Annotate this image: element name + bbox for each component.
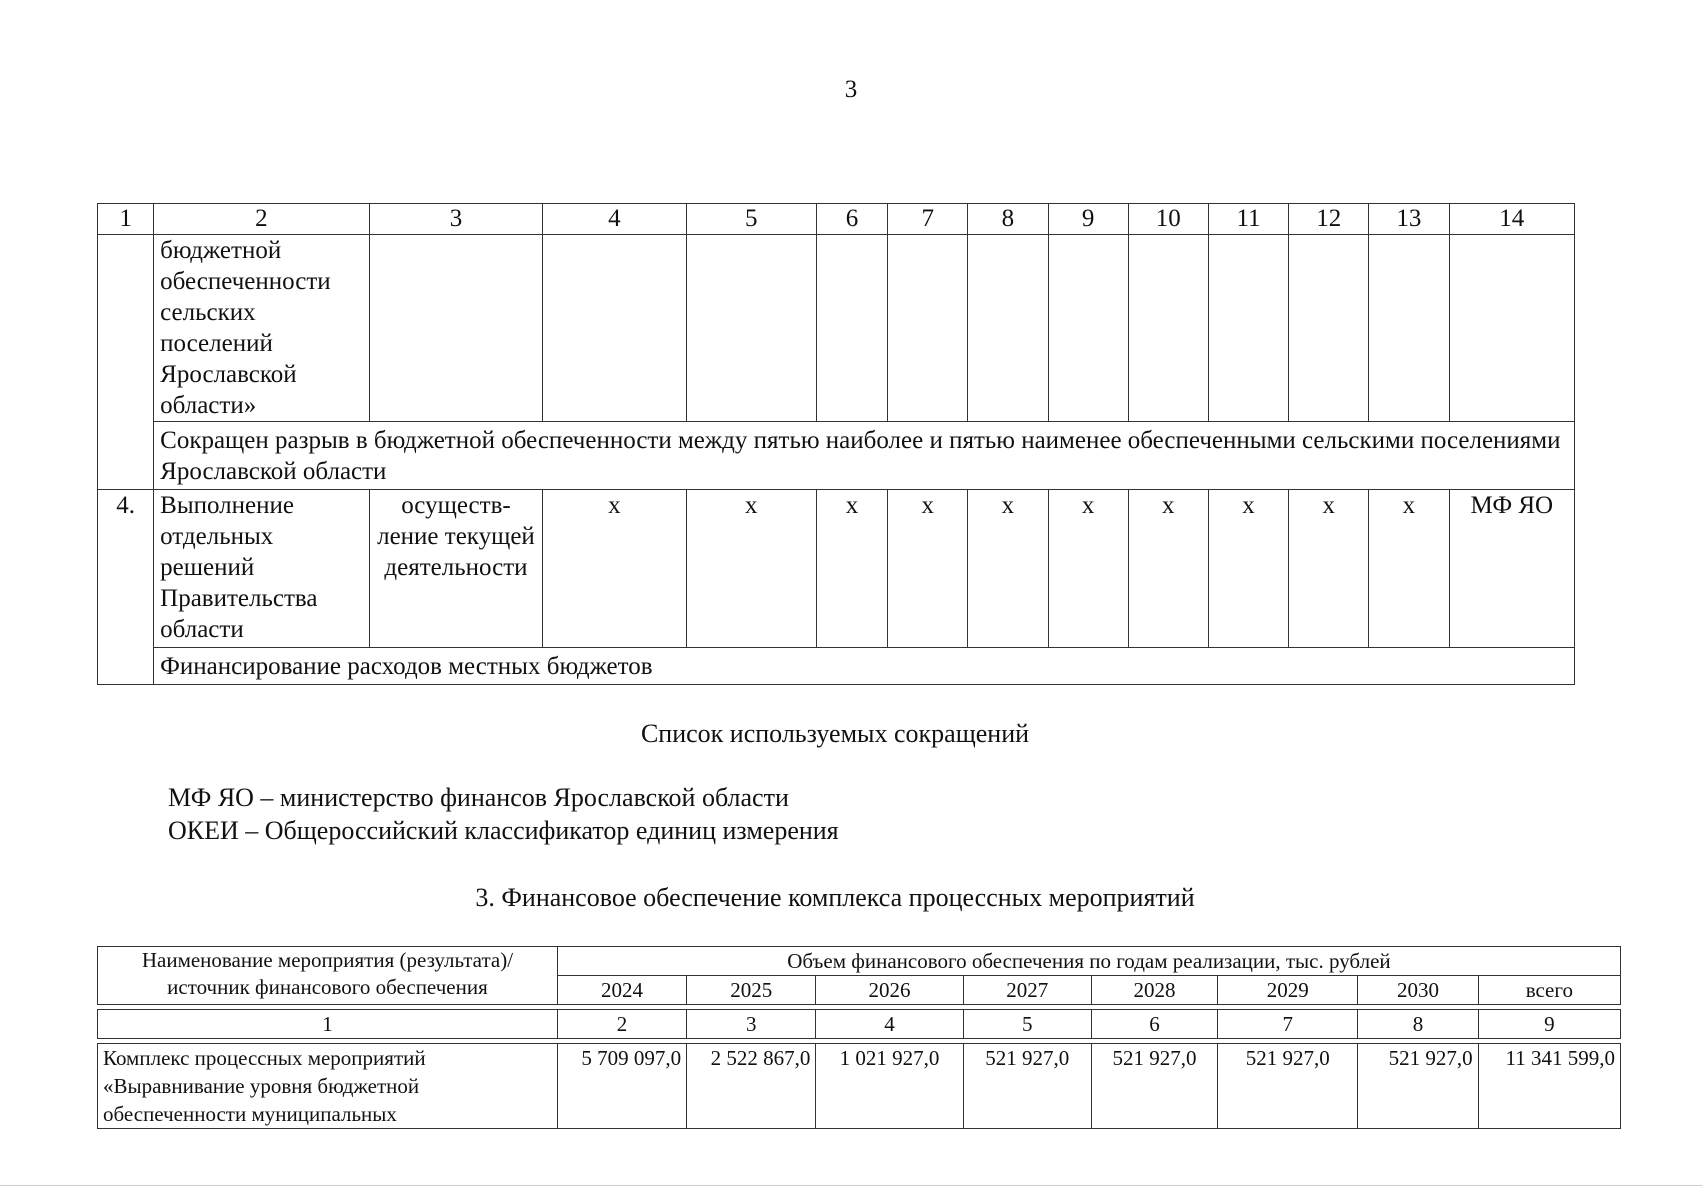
column-header: 3: [369, 204, 542, 235]
mark-cell: х: [686, 490, 816, 648]
num-cell: [98, 235, 154, 490]
activity-type-cell: осуществ-ление текущей деятельности: [369, 490, 542, 648]
amount-cell: 521 927,0: [963, 1044, 1091, 1129]
column-number: 8: [1358, 1010, 1478, 1039]
table-header-row: [98, 204, 1575, 235]
abbreviation-item: МФ ЯО – министерство финансов Ярославской области: [168, 783, 789, 812]
year-header: 2025: [687, 976, 816, 1005]
mark-cell: х: [1048, 490, 1128, 648]
name-header: Наименование мероприятия (результата)/ источник финансового обеспечения: [98, 947, 558, 1005]
finance-header-row: [98, 947, 1621, 976]
table-row: [98, 235, 1575, 422]
column-header: 4: [543, 204, 686, 235]
finance-table: [97, 946, 1621, 1129]
row-number: 4.: [98, 490, 154, 685]
column-header: 2: [154, 204, 370, 235]
amount-cell: 5 709 097,0: [557, 1044, 686, 1129]
column-header: 11: [1208, 204, 1288, 235]
year-header: 2030: [1358, 976, 1478, 1005]
column-number: 6: [1091, 1010, 1217, 1039]
year-header: 2027: [963, 976, 1091, 1005]
year-header: 2028: [1091, 976, 1217, 1005]
result-text: Сокращен разрыв в бюджетной обеспеченности между пятью наиболее и пятью наименее обеспеченными сельскими поселениями Ярославской области: [154, 422, 1575, 490]
mark-cell: х: [968, 490, 1048, 648]
responsible-cell: МФ ЯО: [1449, 490, 1574, 648]
amount-cell: 521 927,0: [1358, 1044, 1478, 1129]
activity-name-cell: Выполнение отдельных решений Правительства области: [154, 490, 370, 648]
column-number: 4: [816, 1010, 963, 1039]
abbreviations-title: Список используемых сокращений: [640, 719, 1030, 748]
table-row: [98, 490, 1575, 648]
activities-table: [97, 203, 1575, 685]
mark-cell: х: [888, 490, 968, 648]
mark-cell: х: [543, 490, 686, 648]
column-header: 7: [888, 204, 968, 235]
column-number: 9: [1478, 1010, 1620, 1039]
column-number: 1: [98, 1010, 558, 1039]
amount-cell: 2 522 867,0: [687, 1044, 816, 1129]
column-header: 5: [686, 204, 816, 235]
column-number: 3: [687, 1010, 816, 1039]
column-header: 12: [1289, 204, 1369, 235]
year-header: 2024: [557, 976, 686, 1005]
volume-header: Объем финансового обеспечения по годам реализации, тыс. рублей: [557, 947, 1620, 976]
amount-cell: 521 927,0: [1091, 1044, 1217, 1129]
amount-cell: 521 927,0: [1218, 1044, 1358, 1129]
year-header: всего: [1478, 976, 1620, 1005]
column-number: 5: [963, 1010, 1091, 1039]
column-number: 2: [557, 1010, 686, 1039]
column-header: 6: [816, 204, 887, 235]
finance-section-title: 3. Финансовое обеспечение комплекса процессных мероприятий: [475, 883, 1195, 912]
year-header: 2026: [816, 976, 963, 1005]
activity-name-cell: бюджетной обеспеченности сельских поселений Ярославской области»: [154, 235, 370, 422]
measure-name: Комплекс процессных мероприятий «Выравнивание уровня бюджетной обеспеченности муниципальных: [98, 1044, 558, 1129]
mark-cell: х: [1369, 490, 1449, 648]
year-header: 2029: [1218, 976, 1358, 1005]
page-edge-divider: [0, 1185, 1702, 1186]
page-number: 3: [844, 76, 858, 103]
abbreviation-item: ОКЕИ – Общероссийский классификатор единиц измерения: [168, 816, 839, 845]
column-header: 1: [98, 204, 154, 235]
mark-cell: х: [1128, 490, 1208, 648]
column-header: 9: [1048, 204, 1128, 235]
column-header: 10: [1128, 204, 1208, 235]
amount-cell: 1 021 927,0: [816, 1044, 963, 1129]
mark-cell: х: [1208, 490, 1288, 648]
column-header: 8: [968, 204, 1048, 235]
column-header: 13: [1369, 204, 1449, 235]
result-row: [98, 422, 1575, 490]
result-text: Финансирование расходов местных бюджетов: [154, 648, 1575, 685]
column-number: 7: [1218, 1010, 1358, 1039]
column-header: 14: [1449, 204, 1574, 235]
finance-data-row: [98, 1044, 1621, 1129]
result-row: [98, 648, 1575, 685]
mark-cell: х: [816, 490, 887, 648]
mark-cell: х: [1289, 490, 1369, 648]
column-number-row: [98, 1010, 1621, 1039]
amount-cell: 11 341 599,0: [1478, 1044, 1620, 1129]
